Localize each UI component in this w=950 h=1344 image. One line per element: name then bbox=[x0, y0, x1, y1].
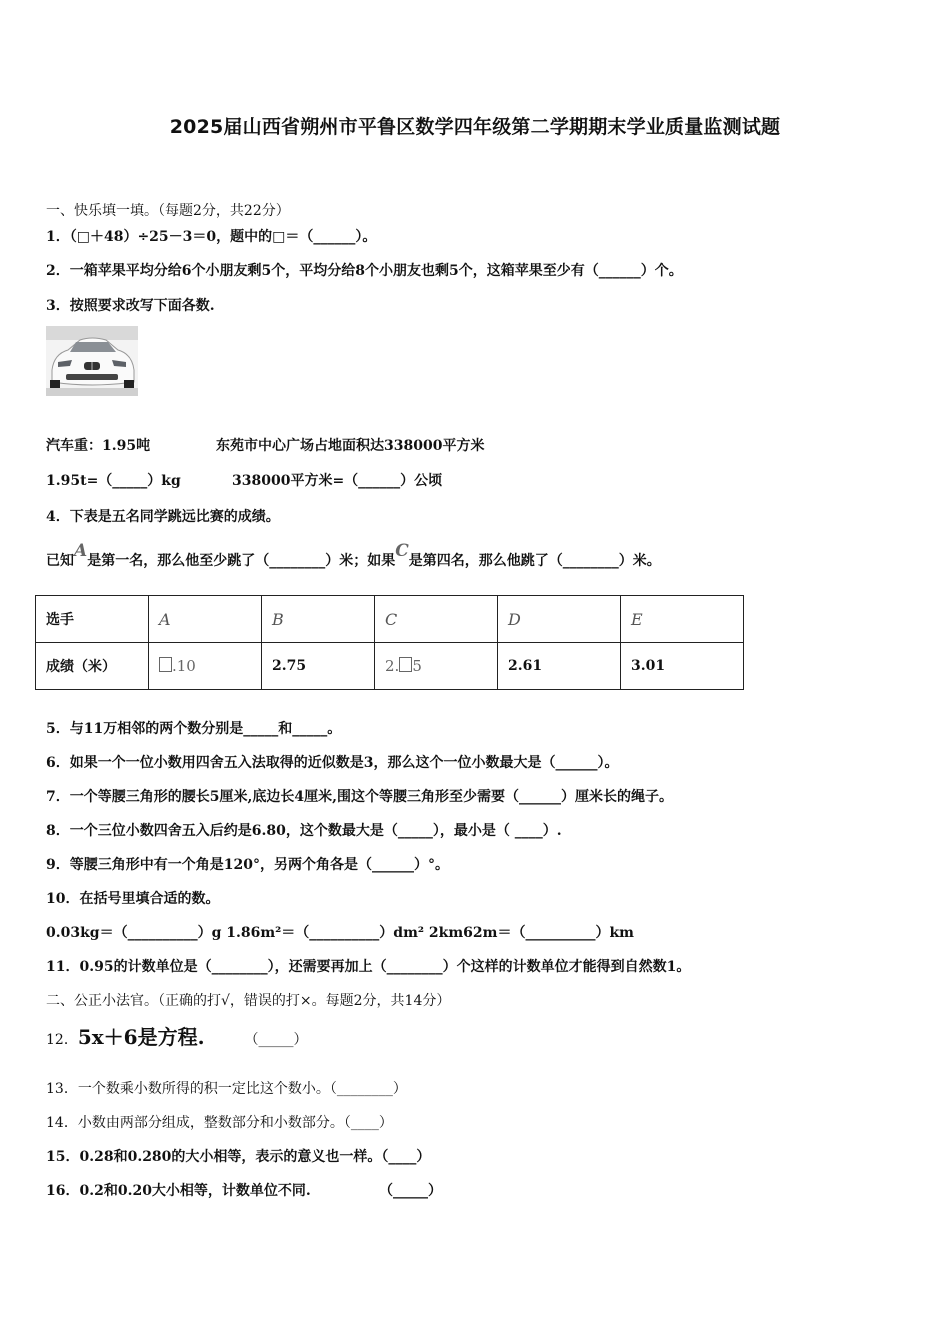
table-row bbox=[36, 596, 744, 643]
q4-letter-c: C bbox=[395, 541, 409, 561]
question-12 bbox=[46, 1025, 308, 1049]
question-14: 14．小数由两部分组成，整数部分和小数部分。（____） bbox=[46, 1115, 393, 1131]
unknown-digit-box bbox=[159, 657, 172, 672]
header-d: D bbox=[498, 596, 621, 643]
question-4: 4．下表是五名同学跳远比赛的成绩。 bbox=[46, 509, 280, 525]
question-13: 13．一个数乘小数所得的积一定比这个数小。（________） bbox=[46, 1081, 407, 1097]
q4-letter-a: A bbox=[74, 541, 88, 561]
header-c: C bbox=[375, 596, 498, 643]
question-2: 2．一箱苹果平均分给6个小朋友剩5个，平均分给8个小朋友也剩5个，这箱苹果至少有（______）个。 bbox=[46, 263, 683, 279]
score-a bbox=[149, 643, 262, 690]
q3-fill-1: 1.95t=（_____）kg bbox=[46, 473, 181, 489]
question-16: 16．0.2和0.20大小相等，计数单位不同. （_____） bbox=[46, 1183, 443, 1199]
header-a: A bbox=[149, 596, 262, 643]
row-label-score: 成绩（米） bbox=[36, 643, 149, 690]
score-c-value-2: 5 bbox=[412, 657, 422, 675]
question-8: 8．一个三位小数四舍五入后约是6.80，这个数最大是（_____），最小是（ ____）. bbox=[46, 823, 562, 839]
page-title: 2025届山西省朔州市平鲁区数学四年级第二学期期末学业质量监测试题 bbox=[169, 116, 781, 138]
q12-blank: （_____） bbox=[244, 1032, 308, 1048]
question-9: 9．等腰三角形中有一个角是120°，另两个角各是（______）°。 bbox=[46, 857, 449, 873]
q3-square-label: 东苑市中心广场占地面积达338000平方米 bbox=[216, 438, 485, 454]
question-1: 1．（□＋48）÷25－3＝0，题中的□＝（______）。 bbox=[46, 229, 377, 245]
question-5: 5．与11万相邻的两个数分别是_____和_____。 bbox=[46, 721, 342, 737]
question-10-fill: 0.03kg＝（__________）g 1.86m²＝（__________）dm² 2km62m＝（__________）km bbox=[46, 925, 634, 941]
question-4-detail bbox=[46, 541, 661, 570]
section-2-heading: 二、公正小法官。（正确的打√，错误的打×。每题2分，共14分） bbox=[46, 993, 451, 1009]
score-a-value: .10 bbox=[172, 657, 196, 675]
results-table bbox=[35, 595, 744, 690]
q4-part-1: 已知 bbox=[46, 553, 74, 569]
q3-car-label: 汽车重：1.95吨 bbox=[46, 438, 151, 454]
question-10: 10．在括号里填合适的数。 bbox=[46, 891, 220, 907]
question-11: 11．0.95的计数单位是（________），还需要再加上（________）个这样的计数单位才能得到自然数1。 bbox=[46, 959, 691, 975]
score-d: 2.61 bbox=[498, 643, 621, 690]
score-b: 2.75 bbox=[262, 643, 375, 690]
unknown-digit-box bbox=[399, 657, 412, 672]
question-6: 6．如果一个一位小数用四舍五入法取得的近似数是3，那么这个一位小数最大是（______）。 bbox=[46, 755, 619, 771]
header-player: 选手 bbox=[36, 596, 149, 643]
question-7: 7．一个等腰三角形的腰长5厘米,底边长4厘米,围这个等腰三角形至少需要（______）厘米长的绳子。 bbox=[46, 789, 673, 805]
header-e: E bbox=[621, 596, 744, 643]
header-b: B bbox=[262, 596, 375, 643]
question-15: 15．0.28和0.280的大小相等，表示的意义也一样。（____） bbox=[46, 1149, 431, 1165]
score-e: 3.01 bbox=[621, 643, 744, 690]
score-c bbox=[375, 643, 498, 690]
car-photo bbox=[46, 326, 138, 396]
question-3: 3．按照要求改写下面各数. bbox=[46, 298, 215, 314]
q12-number: 12． bbox=[46, 1032, 78, 1048]
q4-part-3: 是第四名，那么他跳了（________）米。 bbox=[408, 553, 661, 569]
section-1-heading: 一、快乐填一填。（每题2分，共22分） bbox=[46, 203, 290, 219]
q4-part-2: 是第一名，那么他至少跳了（________）米；如果 bbox=[87, 553, 396, 569]
q12-text: 5x＋6是方程. bbox=[77, 1025, 205, 1049]
q3-fill-2: 338000平方米=（______）公顷 bbox=[232, 473, 443, 489]
table-row bbox=[36, 643, 744, 690]
score-c-value-1: 2. bbox=[385, 657, 400, 675]
